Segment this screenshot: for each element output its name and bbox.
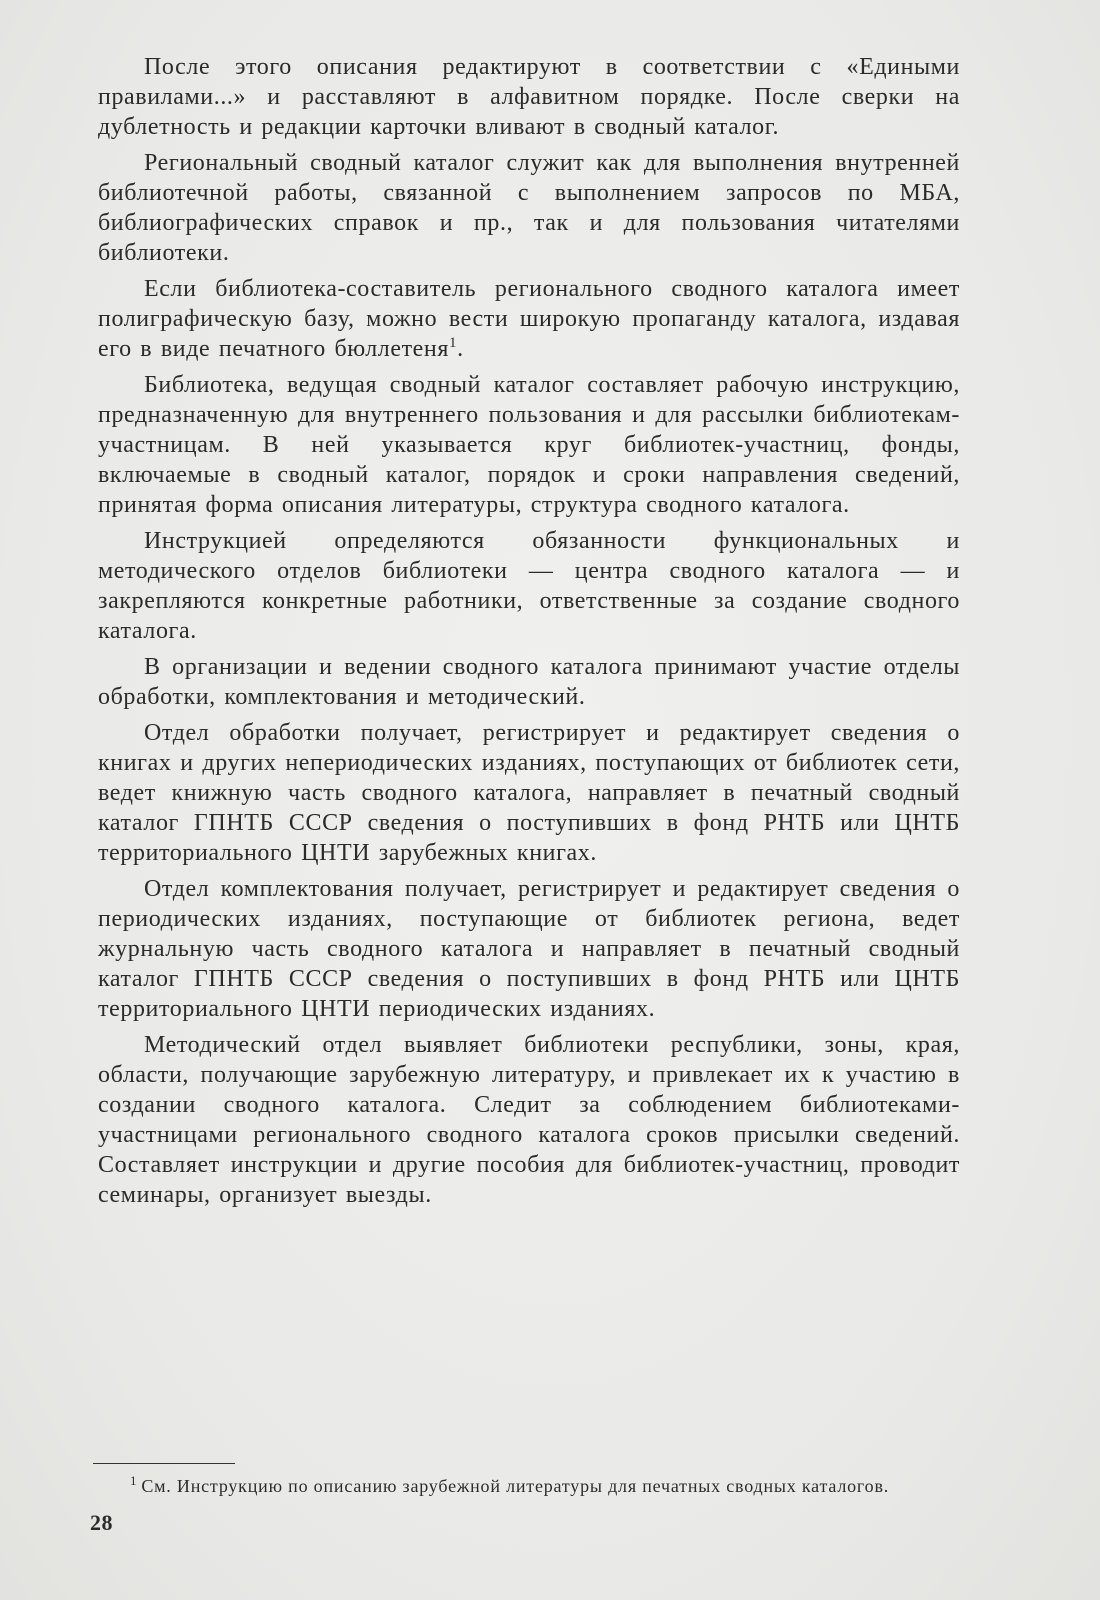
paragraph	[98, 526, 960, 646]
paragraph	[98, 148, 960, 268]
paragraph-text: Региональный сводный каталог служит как для выполнения внутренней библиотечной работы, связанной с выполнением запросов по МБА, библиографических справок и пр., так и для пользования читателями библиотеки.	[98, 150, 960, 266]
footnote-reference: 1	[449, 335, 458, 351]
paragraph	[98, 274, 960, 364]
paragraph	[98, 652, 960, 712]
paragraph-text: Если библиотека-составитель регионального сводного каталога имеет полиграфическую базу, можно вести широкую пропаганду каталога, издавая его в виде печатного бюллетеня	[98, 276, 960, 362]
paragraph-text: Инструкцией определяются обязанности функциональных и методического отделов библиотеки — центра сводного каталога — и закрепляются конкретные работники, ответственные за создание сводного каталога.	[98, 528, 960, 644]
paragraph	[98, 52, 960, 142]
paragraph-text: В организации и ведении сводного каталога принимают участие отделы обработки, комплектования и методический.	[98, 654, 960, 710]
footnote	[98, 1474, 960, 1498]
paragraph-text: Отдел комплектования получает, регистрирует и редактирует сведения о периодических изданиях, поступающие от библиотек региона, ведет журнальную часть сводного каталога и направляет в печатный сводный каталог ГПНТБ СССР сведения о поступивших в фонд РНТБ или ЦНТБ территориального ЦНТИ периодических изданиях.	[98, 876, 960, 1022]
paragraph-text: Библиотека, ведущая сводный каталог составляет рабочую инструкцию, предназначенную для внутреннего пользования и для рассылки библиотекам-участницам. В ней указывается круг библиотек-участниц, фонды, включаемые в сводный каталог, порядок и сроки направления сведений, принятая форма описания литературы, структура сводного каталога.	[98, 372, 960, 518]
paragraph	[98, 874, 960, 1024]
footnote-divider	[93, 1463, 235, 1464]
paragraph	[98, 1030, 960, 1210]
paragraph-text: После этого описания редактируют в соответствии с «Едиными правилами...» и расставляют в алфавитном порядке. После сверки на дублетность и редакции карточки вливают в сводный каталог.	[98, 54, 960, 140]
paragraph	[98, 718, 960, 868]
paragraph-text: Отдел обработки получает, регистрирует и редактирует сведения о книгах и других непериодических изданиях, поступающих от библиотек сети, ведет книжную часть сводного каталога, направляет в печатный сводный каталог ГПНТБ СССР сведения о поступивших в фонд РНТБ или ЦНТБ территориального ЦНТИ зарубежных книгах.	[98, 720, 960, 866]
paragraph-text: Методический отдел выявляет библиотеки республики, зоны, края, области, получающие зарубежную литературу, и привлекает их к участию в создании сводного каталога. Следит за соблюдением библиотеками-участницами регионального сводного каталога сроков присылки сведений. Составляет инструкции и другие пособия для библиотек-участниц, проводит семинары, организует выезды.	[98, 1032, 960, 1208]
footnote-mark: 1	[130, 1473, 138, 1488]
paragraph	[98, 370, 960, 520]
page-number: 28	[90, 1510, 113, 1535]
paragraph-tail: .	[457, 336, 464, 362]
footnote-text: См. Инструкцию по описанию зарубежной литературы для печатных сводных каталогов.	[141, 1476, 890, 1496]
body-text	[98, 52, 960, 1216]
